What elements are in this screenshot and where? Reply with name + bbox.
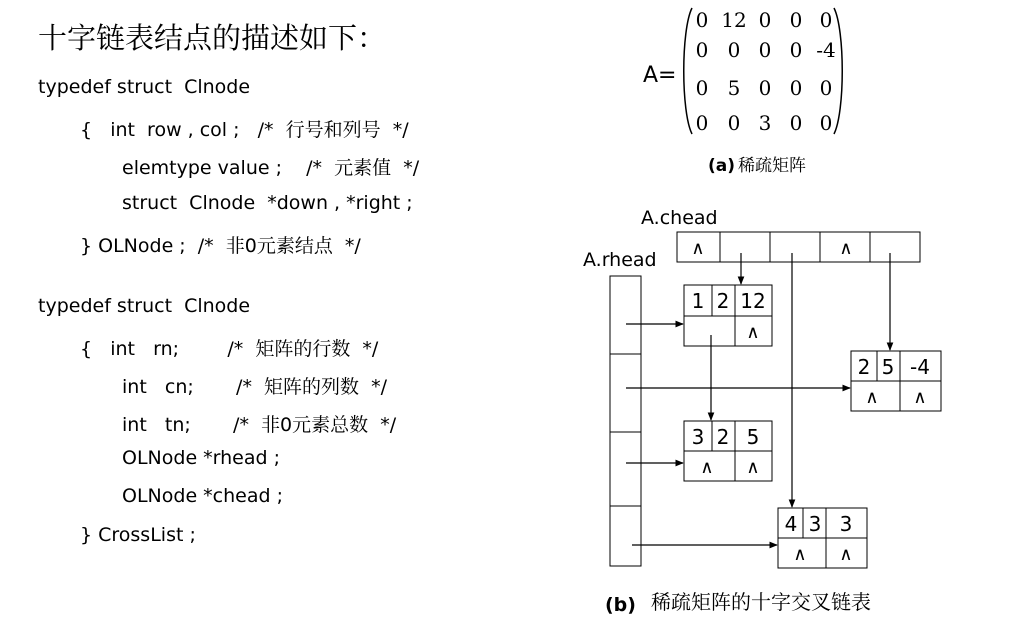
matrix-right-bracket bbox=[834, 8, 842, 134]
matrix-cell: 0 bbox=[695, 38, 709, 62]
diagram-caption: 稀疏矩阵的十字交叉链表 bbox=[651, 590, 871, 614]
node-4-3 bbox=[778, 508, 867, 568]
row-head-array bbox=[610, 276, 641, 566]
matrix-cell: 12 bbox=[721, 8, 747, 32]
node-col-index: 3 bbox=[808, 512, 822, 536]
matrix-left-bracket bbox=[684, 8, 692, 134]
null-pointer: ∧ bbox=[913, 387, 927, 408]
node-value: -4 bbox=[910, 355, 930, 379]
diagram-caption-tag: (b) bbox=[605, 594, 636, 616]
matrix-cell: 0 bbox=[789, 111, 803, 135]
code-line: OLNode *chead ; bbox=[122, 485, 283, 507]
null-pointer: ∧ bbox=[746, 457, 760, 478]
matrix-cell: 0 bbox=[789, 8, 803, 32]
node-col-index: 2 bbox=[716, 289, 730, 313]
node-value: 3 bbox=[839, 512, 853, 536]
code-line: } OLNode ; /* 非0元素结点 */ bbox=[80, 235, 361, 257]
node-value: 12 bbox=[740, 289, 766, 313]
node-col-index: 2 bbox=[716, 425, 730, 449]
code-line: struct Clnode *down , *right ; bbox=[122, 192, 413, 214]
matrix-caption-tag: (a) bbox=[708, 156, 736, 176]
node-2-5 bbox=[851, 351, 941, 411]
code-line: elemtype value ; /* 元素值 */ bbox=[122, 157, 420, 179]
matrix-cell: 0 bbox=[695, 76, 709, 100]
matrix-cell: 0 bbox=[789, 76, 803, 100]
page-heading: 十字链表结点的描述如下： bbox=[38, 21, 387, 55]
matrix-cell: -4 bbox=[816, 38, 836, 62]
node-value: 5 bbox=[746, 425, 760, 449]
code-line: OLNode *rhead ; bbox=[122, 447, 281, 469]
null-pointer: ∧ bbox=[793, 544, 807, 565]
node-row-index: 2 bbox=[857, 355, 871, 379]
code-line: typedef struct Clnode bbox=[38, 76, 251, 98]
rhead-label: A.rhead bbox=[583, 249, 657, 271]
matrix-cell: 5 bbox=[727, 76, 741, 100]
code-line: } CrossList ; bbox=[80, 524, 196, 546]
node-row-index: 3 bbox=[691, 425, 705, 449]
sparse-matrix bbox=[643, 8, 842, 176]
matrix-cell: 0 bbox=[819, 76, 833, 100]
code-line: { int row , col ; /* 行号和列号 */ bbox=[80, 119, 409, 141]
column-head-array bbox=[677, 232, 920, 262]
matrix-cell: 0 bbox=[727, 38, 741, 62]
node-col-index: 5 bbox=[881, 355, 895, 379]
matrix-cell: 0 bbox=[758, 8, 772, 32]
matrix-cell: 0 bbox=[695, 111, 709, 135]
matrix-label: A= bbox=[643, 63, 677, 88]
matrix-cell: 0 bbox=[819, 111, 833, 135]
null-pointer: ∧ bbox=[839, 544, 853, 565]
chead-label: A.chead bbox=[641, 207, 718, 229]
matrix-cell: 0 bbox=[819, 8, 833, 32]
code-line: int cn; /* 矩阵的列数 */ bbox=[122, 376, 388, 398]
matrix-cell: 0 bbox=[758, 76, 772, 100]
matrix-cell: 0 bbox=[695, 8, 709, 32]
null-pointer: ∧ bbox=[746, 322, 760, 343]
code-line: int tn; /* 非0元素总数 */ bbox=[122, 414, 397, 436]
null-pointer: ∧ bbox=[839, 238, 853, 259]
matrix-cell: 0 bbox=[758, 38, 772, 62]
null-pointer: ∧ bbox=[700, 457, 714, 478]
code-line: typedef struct Clnode bbox=[38, 295, 251, 317]
matrix-cell: 3 bbox=[758, 111, 772, 135]
null-pointer: ∧ bbox=[691, 238, 705, 259]
node-3-2 bbox=[684, 421, 772, 481]
node-1-2 bbox=[684, 285, 772, 346]
code-line: { int rn; /* 矩阵的行数 */ bbox=[80, 338, 379, 360]
matrix-caption: 稀疏矩阵 bbox=[738, 156, 806, 176]
matrix-cell: 0 bbox=[789, 38, 803, 62]
matrix-cell: 0 bbox=[727, 111, 741, 135]
node-row-index: 1 bbox=[691, 289, 705, 313]
null-pointer: ∧ bbox=[865, 387, 879, 408]
node-row-index: 4 bbox=[784, 512, 798, 536]
